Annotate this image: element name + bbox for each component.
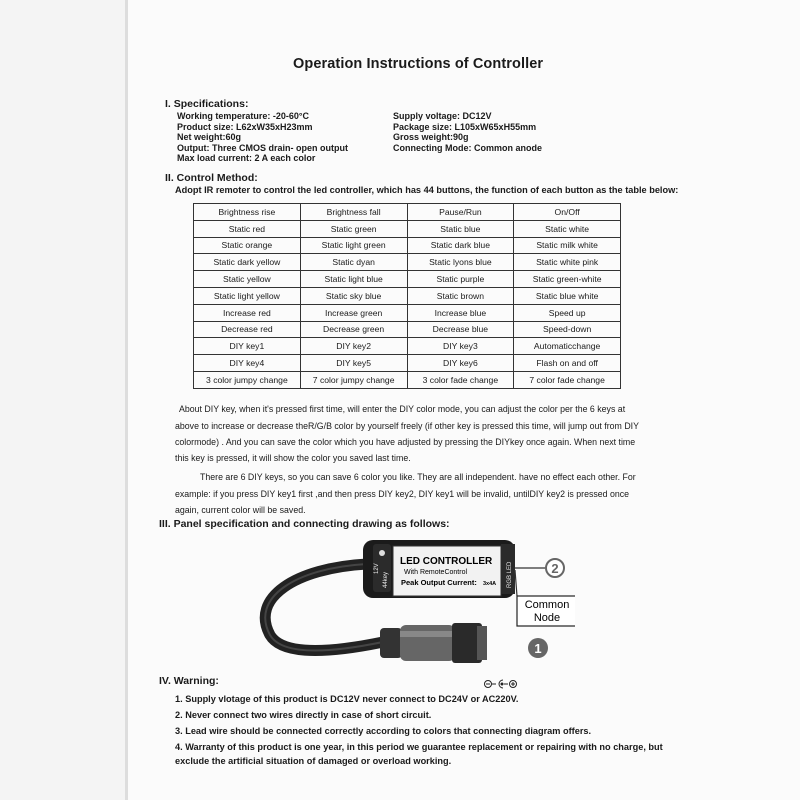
table-row — [194, 304, 621, 321]
device-subtitle: With RemoteControl — [404, 569, 468, 576]
table-cell: Static yellow — [194, 271, 301, 288]
device-key-label: 44key — [383, 571, 389, 588]
table-cell: Static green — [300, 220, 407, 237]
spec-item: Connecting Mode: Common anode — [393, 142, 542, 153]
spec-item: Gross weight:90g — [393, 132, 469, 142]
table-cell: Decrease blue — [407, 321, 514, 338]
device-title: LED CONTROLLER — [400, 556, 493, 567]
table-row — [194, 321, 621, 338]
warning-item: 3. Lead wire should be connected correctly according to colors that connecting diagram offers. — [175, 726, 592, 736]
table-cell: Static dark yellow — [194, 254, 301, 271]
table-row — [194, 287, 621, 304]
table-row — [194, 204, 621, 221]
spec-right-column — [393, 111, 542, 153]
paragraph-line: About DIY key, when it's pressed first time, will enter the DIY color mode, you can adjust the color per the 6 keys at — [179, 404, 626, 414]
table-cell: 3 color fade change — [407, 371, 514, 388]
device-peak-value: 3x4A — [483, 581, 497, 587]
table-cell: Static dyan — [300, 254, 407, 271]
table-row — [194, 371, 621, 388]
panel-heading: III. Panel specification and connecting drawing as follows: — [159, 518, 450, 530]
device-output-label: RGB LED — [507, 561, 513, 588]
table-cell: Static light yellow — [194, 287, 301, 304]
control-method-heading: II. Control Method: — [165, 172, 258, 184]
polarity-icon — [483, 676, 519, 692]
table-cell: Speed-down — [514, 321, 621, 338]
warning-item: 2. Never connect two wires directly in case of short circuit. — [175, 710, 432, 720]
table-cell: Static light blue — [300, 271, 407, 288]
device-voltage-label: 12V — [374, 563, 380, 574]
paragraph-line: example: if you press DIY key1 first ,and then press DIY key2, DIY key1 will be invalid, untilDIY key2 is pressed once — [175, 489, 630, 499]
warning-heading: IV. Warning: — [159, 675, 219, 687]
table-cell: Static green-white — [514, 271, 621, 288]
table-cell: Increase red — [194, 304, 301, 321]
table-cell: Static white pink — [514, 254, 621, 271]
table-cell: 3 color jumpy change — [194, 371, 301, 388]
table-cell: Increase blue — [407, 304, 514, 321]
control-intro: Adopt IR remoter to control the led controller, which has 44 buttons, the function of each button as the table below: — [175, 185, 679, 195]
spec-item: Net weight:60g — [177, 132, 242, 142]
table-cell: DIY key2 — [300, 338, 407, 355]
paragraph-line: again, current color will be saved. — [175, 505, 306, 515]
table-cell: Static blue white — [514, 287, 621, 304]
paragraph-line: this key is pressed, it will show the color you saved last time. — [175, 453, 411, 463]
spec-item: Max load current: 2 A each color — [177, 153, 316, 163]
spec-left-column — [177, 111, 348, 164]
device-peak-label: Peak Output Current: — [401, 578, 477, 587]
table-cell: Increase green — [300, 304, 407, 321]
button-function-table — [193, 203, 621, 389]
table-cell: DIY key5 — [300, 355, 407, 372]
table-row — [194, 271, 621, 288]
table-row — [194, 237, 621, 254]
table-row — [194, 254, 621, 271]
table-cell: 7 color fade change — [514, 371, 621, 388]
table-cell: Pause/Run — [407, 204, 514, 221]
spec-item: Supply voltage: DC12V — [393, 111, 492, 121]
table-cell: Static dark blue — [407, 237, 514, 254]
table-cell: DIY key3 — [407, 338, 514, 355]
specifications-heading: I. Specifications: — [165, 98, 249, 110]
common-node-label-line2: Node — [533, 612, 561, 624]
table-row — [194, 220, 621, 237]
table-cell: Static orange — [194, 237, 301, 254]
warning-item: exclude the artificial situation of damaged or overload working. — [175, 756, 452, 766]
table-cell: On/Off — [514, 204, 621, 221]
marker-2-label: 2 — [551, 561, 559, 576]
table-cell: Static red — [194, 220, 301, 237]
spec-item: Package size: L105xW65xH55mm — [393, 121, 537, 132]
spec-item: Working temperature: -20-60°C — [177, 111, 309, 121]
spec-item: Output: Three CMOS drain- open output — [177, 142, 348, 153]
table-cell: Flash on and off — [514, 355, 621, 372]
dc-plug — [380, 623, 487, 663]
table-row — [194, 338, 621, 355]
table-cell: Decrease green — [300, 321, 407, 338]
table-cell: Brightness rise — [194, 204, 301, 221]
spec-item: Product size: L62xW35xH23mm — [177, 121, 313, 132]
common-node-label-line1: Common — [524, 599, 570, 611]
paragraph-line: There are 6 DIY keys, so you can save 6 color you like. They are all independent. have no effect each other. For — [200, 472, 636, 482]
table-cell: Decrease red — [194, 321, 301, 338]
table-cell: 7 color jumpy change — [300, 371, 407, 388]
table-cell: Speed up — [514, 304, 621, 321]
paragraph-line: above to increase or decrease theR/G/B color by yourself freely (if other key is pressed this time, will jump out from DIY — [175, 421, 639, 431]
table-row — [194, 355, 621, 372]
table-cell: Static white — [514, 220, 621, 237]
table-cell: DIY key6 — [407, 355, 514, 372]
paragraph-line: colormode) . And you can save the color which you have adjusted by pressing the DIYkey once again. When next time — [175, 437, 636, 447]
marker-1-label: 1 — [534, 641, 542, 656]
table-cell: DIY key1 — [194, 338, 301, 355]
document-title: Operation Instructions of Controller — [293, 56, 544, 72]
table-cell: Brightness fall — [300, 204, 407, 221]
warning-item: 4. Warranty of this product is one year, in this period we guarantee replacement or repairing with no charge, but — [175, 742, 663, 752]
table-cell: Static brown — [407, 287, 514, 304]
table-cell: Static purple — [407, 271, 514, 288]
table-cell: DIY key4 — [194, 355, 301, 372]
table-cell: Static sky blue — [300, 287, 407, 304]
table-cell: Static light green — [300, 237, 407, 254]
connection-diagram — [255, 530, 575, 675]
table-cell: Static lyons blue — [407, 254, 514, 271]
table-cell: Static milk white — [514, 237, 621, 254]
table-cell: Automaticchange — [514, 338, 621, 355]
table-cell: Static blue — [407, 220, 514, 237]
warning-item: 1. Supply vlotage of this product is DC12V never connect to DC24V or AC220V. — [175, 694, 519, 704]
